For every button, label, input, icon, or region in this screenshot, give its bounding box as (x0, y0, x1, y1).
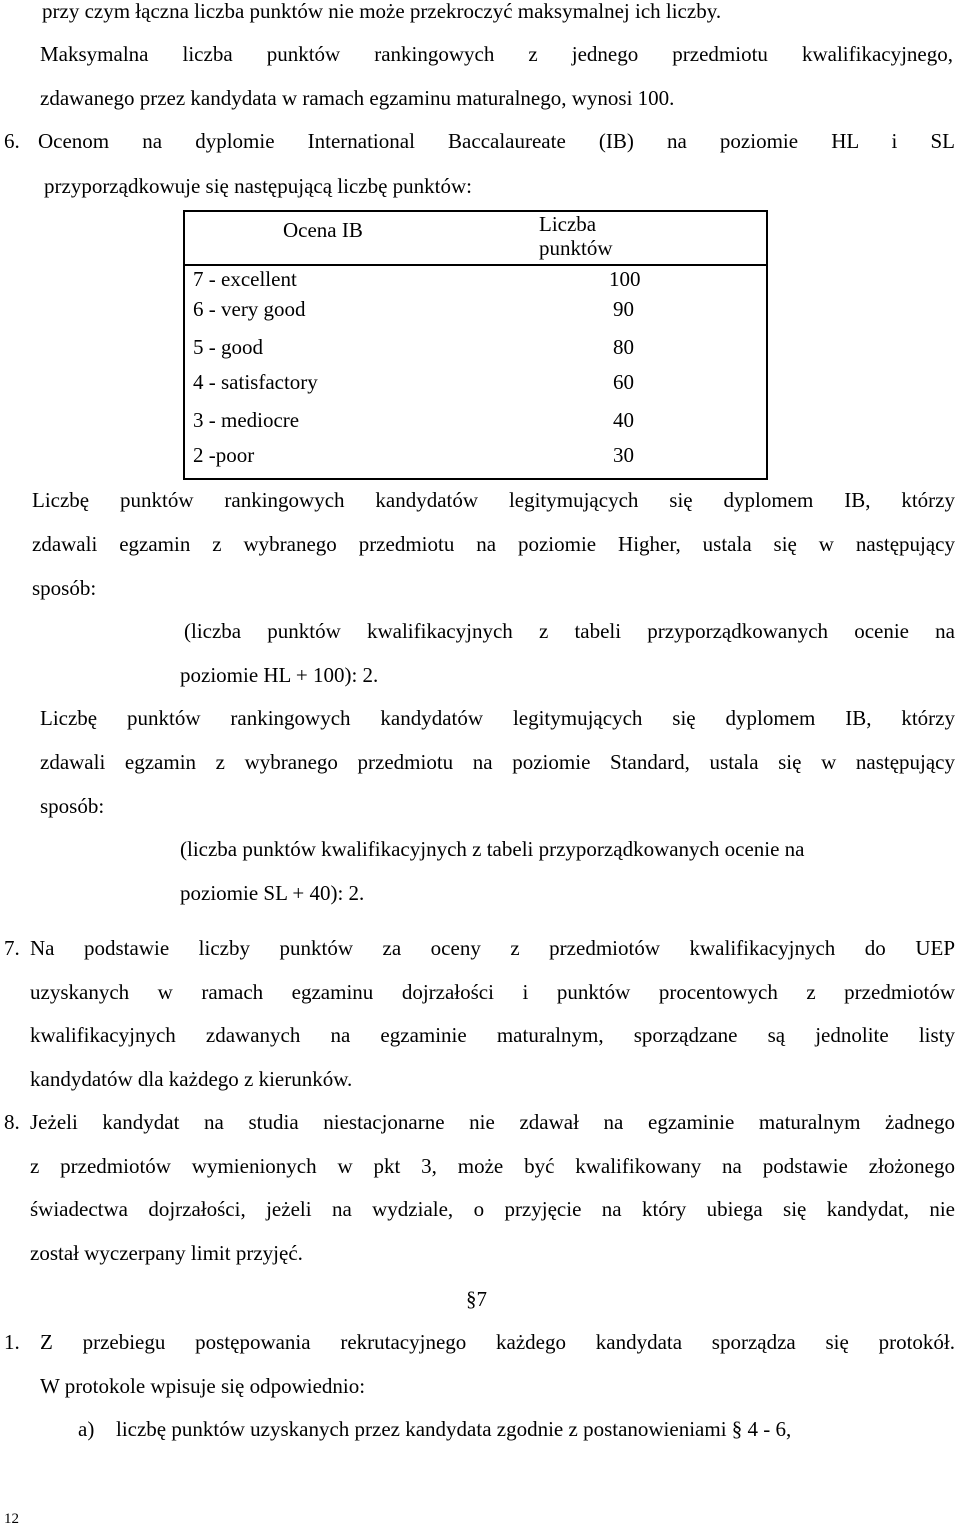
item-8-line-4: został wyczerpany limit przyjęć. (30, 1241, 303, 1265)
s7-item-1-line-2: W protokole wpisuje się odpowiednio: (40, 1374, 366, 1398)
table-header-grade: Ocena IB (283, 218, 363, 242)
higher-line-3: sposób: (32, 576, 97, 600)
higher-formula-line-2: poziomie HL + 100): 2. (180, 663, 379, 687)
intro-line-2: Maksymalna liczba punktów rankingowych z jednego przedmiotu kwalifikacyjnego, (40, 42, 953, 66)
item-8-number: 8. (4, 1110, 20, 1134)
standard-formula-line-2: poziomie SL + 40): 2. (180, 881, 365, 905)
standard-line-3: sposób: (40, 794, 105, 818)
ib-grades-table (183, 210, 768, 480)
table-row-grade: 6 - very good (193, 297, 306, 321)
table-header-separator (185, 264, 766, 266)
item-7-line-1: Na podstawie liczby punktów za oceny z przedmiotów kwalifikacyjnych do UEP (30, 936, 955, 960)
item-8-line-1: Jeżeli kandydat na studia niestacjonarne nie zdawał na egzaminie maturalnym żadnego (30, 1110, 955, 1134)
table-row-grade: 4 - satisfactory (193, 370, 318, 394)
table-row-points: 100 (609, 267, 641, 291)
table-row-grade: 2 -poor (193, 443, 255, 467)
standard-formula-line-1: (liczba punktów kwalifikacyjnych z tabeli przyporządkowanych ocenie na (180, 837, 805, 861)
item-6-number: 6. (4, 129, 20, 153)
item-7-line-3: kwalifikacyjnych zdawanych na egzaminie maturalnym, sporządzane są jednolite listy (30, 1023, 955, 1047)
standard-line-1: Liczbę punktów rankingowych kandydatów legitymujących się dyplomem IB, którzy (40, 706, 955, 730)
standard-line-2: zdawali egzamin z wybranego przedmiotu na poziomie Standard, ustala się w następujący (40, 750, 955, 774)
table-row-points: 90 (613, 297, 634, 321)
higher-line-1: Liczbę punktów rankingowych kandydatów legitymujących się dyplomem IB, którzy (32, 488, 955, 512)
table-header-points-line-1: Liczba (539, 212, 597, 236)
table-header-points-line-2: punktów (539, 236, 613, 260)
table-row-grade: 3 - mediocre (193, 408, 300, 432)
s7-item-1-line-1: Z przebiegu postępowania rekrutacyjnego każdego kandydata sporządza się protokół. (40, 1330, 955, 1354)
table-row-grade: 7 - excellent (193, 267, 297, 291)
item-7-line-2: uzyskanych w ramach egzaminu dojrzałości i punktów procentowych z przedmiotów (30, 980, 955, 1004)
page-number: 12 (4, 1511, 19, 1527)
item-8-line-3: świadectwa dojrzałości, jeżeli na wydziale, o przyjęcie na który ubiega się kandydat, nie (30, 1197, 955, 1221)
higher-line-2: zdawali egzamin z wybranego przedmiotu na poziomie Higher, ustala się w następujący (32, 532, 955, 556)
intro-line-3: zdawanego przez kandydata w ramach egzaminu maturalnego, wynosi 100. (40, 86, 675, 110)
item-7-number: 7. (4, 936, 20, 960)
table-row-points: 40 (613, 408, 634, 432)
item-6-line-1: Ocenom na dyplomie International Baccalaureate (IB) na poziomie HL i SL (38, 129, 955, 153)
section-title: §7 (466, 1287, 487, 1311)
item-6-line-2: przyporządkowuje się następującą liczbę punktów: (44, 174, 473, 198)
s7-item-1-number: 1. (4, 1330, 20, 1354)
table-row-points: 30 (613, 443, 634, 467)
table-row-grade: 5 - good (193, 335, 263, 359)
item-7-line-4: kandydatów dla każdego z kierunków. (30, 1067, 353, 1091)
table-row-points: 80 (613, 335, 634, 359)
s7-sub-a-label: a) (78, 1417, 95, 1441)
item-8-line-2: z przedmiotów wymienionych w pkt 3, może być kwalifikowany na podstawie złożonego (30, 1154, 955, 1178)
higher-formula-line-1: (liczba punktów kwalifikacyjnych z tabeli przyporządkowanych ocenie na (184, 619, 955, 643)
table-row-points: 60 (613, 370, 634, 394)
intro-line-1: przy czym łączna liczba punktów nie może przekroczyć maksymalnej ich liczby. (42, 0, 722, 23)
s7-sub-a-text: liczbę punktów uzyskanych przez kandydata zgodnie z postanowieniami § 4 - 6, (116, 1417, 792, 1441)
